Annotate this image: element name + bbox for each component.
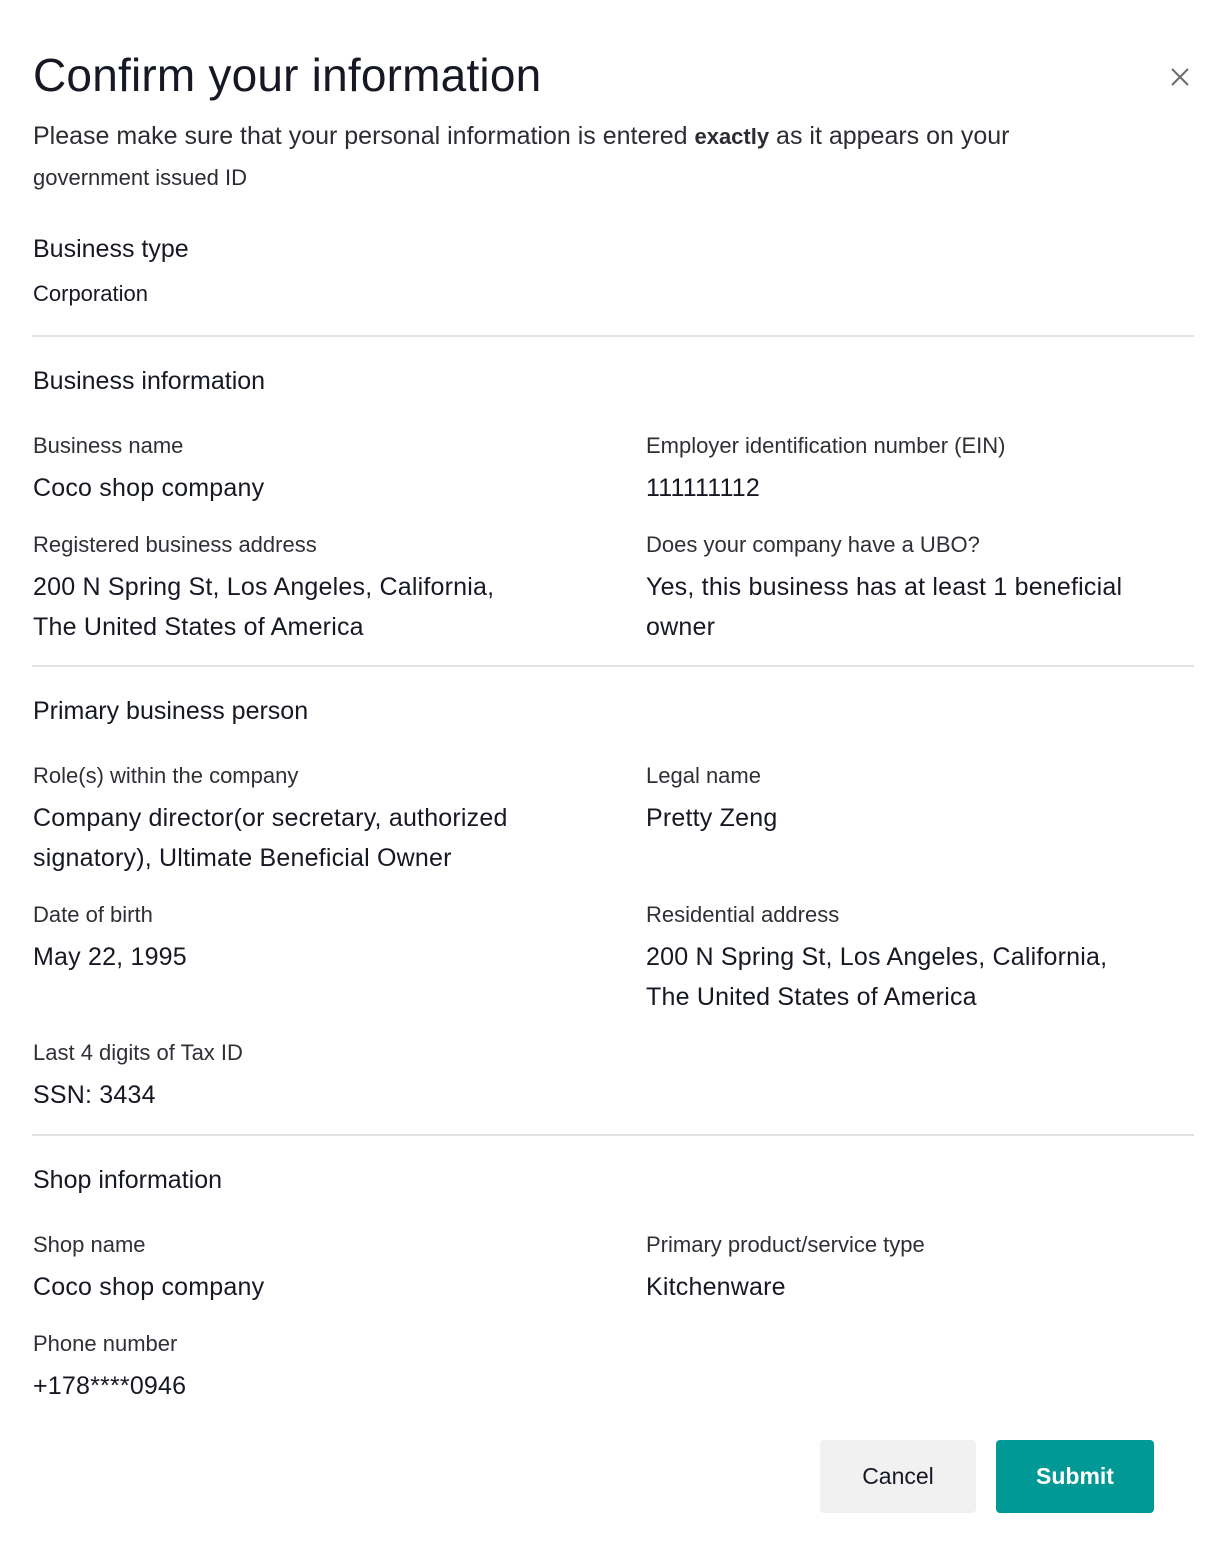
phone-number-field bbox=[33, 1330, 593, 1406]
shop-name-value: Coco shop company bbox=[33, 1273, 265, 1301]
residential-address-value bbox=[646, 937, 1206, 1017]
legal-name-value: Pretty Zeng bbox=[646, 804, 778, 832]
residential-address-line1: 200 N Spring St, Los Angeles, California, bbox=[646, 943, 1108, 971]
registered-address-label: Registered business address bbox=[33, 532, 317, 557]
roles-field bbox=[33, 762, 593, 878]
business-name-value: Coco shop company bbox=[33, 474, 265, 502]
tax-id-label: Last 4 digits of Tax ID bbox=[33, 1040, 243, 1065]
business-type-heading: Business type bbox=[33, 235, 189, 263]
ubo-value bbox=[646, 567, 1206, 647]
business-name-field bbox=[33, 432, 593, 508]
subtitle-line2: government issued ID bbox=[33, 165, 247, 190]
roles-line1: Company director(or secretary, authorized bbox=[33, 804, 508, 832]
registered-address-line2: The United States of America bbox=[33, 613, 364, 641]
subtitle-text-end: as it appears on your bbox=[769, 122, 1010, 150]
residential-address-field bbox=[646, 901, 1206, 1017]
product-type-label: Primary product/service type bbox=[646, 1232, 925, 1257]
ubo-line1: Yes, this business has at least 1 beneficial bbox=[646, 573, 1123, 601]
legal-name-field bbox=[646, 762, 1206, 838]
residential-address-label: Residential address bbox=[646, 902, 840, 927]
registered-address-line1: 200 N Spring St, Los Angeles, California, bbox=[33, 573, 495, 601]
ubo-label: Does your company have a UBO? bbox=[646, 532, 980, 557]
business-type-value: Corporation bbox=[33, 281, 148, 306]
product-type-value: Kitchenware bbox=[646, 1273, 786, 1301]
roles-line2: signatory), Ultimate Beneficial Owner bbox=[33, 844, 452, 872]
registered-address-value bbox=[33, 567, 593, 647]
close-icon bbox=[1166, 63, 1194, 91]
ubo-field bbox=[646, 531, 1206, 647]
business-name-label: Business name bbox=[33, 433, 184, 458]
cancel-button[interactable]: Cancel bbox=[820, 1440, 976, 1513]
roles-value bbox=[33, 798, 593, 878]
residential-address-line2: The United States of America bbox=[646, 983, 977, 1011]
shop-name-field bbox=[33, 1231, 593, 1307]
shop-information-heading: Shop information bbox=[33, 1166, 223, 1194]
tax-id-value: SSN: 3434 bbox=[33, 1081, 156, 1109]
divider bbox=[32, 335, 1194, 337]
ubo-line2: owner bbox=[646, 613, 716, 641]
ein-value: 111111112 bbox=[646, 474, 760, 502]
dialog-subtitle bbox=[33, 116, 1133, 198]
date-of-birth-field bbox=[33, 901, 593, 977]
primary-business-person-heading: Primary business person bbox=[33, 697, 309, 725]
tax-id-field bbox=[33, 1039, 593, 1115]
ein-field bbox=[646, 432, 1206, 508]
divider bbox=[32, 1134, 1194, 1136]
registered-address-field bbox=[33, 531, 593, 647]
shop-name-label: Shop name bbox=[33, 1232, 146, 1257]
close-button[interactable] bbox=[1166, 63, 1194, 91]
roles-label: Role(s) within the company bbox=[33, 763, 299, 788]
product-type-field bbox=[646, 1231, 1206, 1307]
divider bbox=[32, 665, 1194, 667]
ein-label: Employer identification number (EIN) bbox=[646, 433, 1006, 458]
legal-name-label: Legal name bbox=[646, 763, 761, 788]
subtitle-text: Please make sure that your personal information is entered bbox=[33, 122, 695, 150]
date-of-birth-label: Date of birth bbox=[33, 902, 153, 927]
business-information-heading: Business information bbox=[33, 367, 266, 395]
date-of-birth-value: May 22, 1995 bbox=[33, 943, 187, 971]
submit-button[interactable]: Submit bbox=[996, 1440, 1154, 1513]
phone-number-value: +178****0946 bbox=[33, 1372, 187, 1400]
dialog-title: Confirm your information bbox=[33, 49, 542, 101]
phone-number-label: Phone number bbox=[33, 1331, 178, 1356]
subtitle-emphasis: exactly bbox=[694, 124, 770, 149]
